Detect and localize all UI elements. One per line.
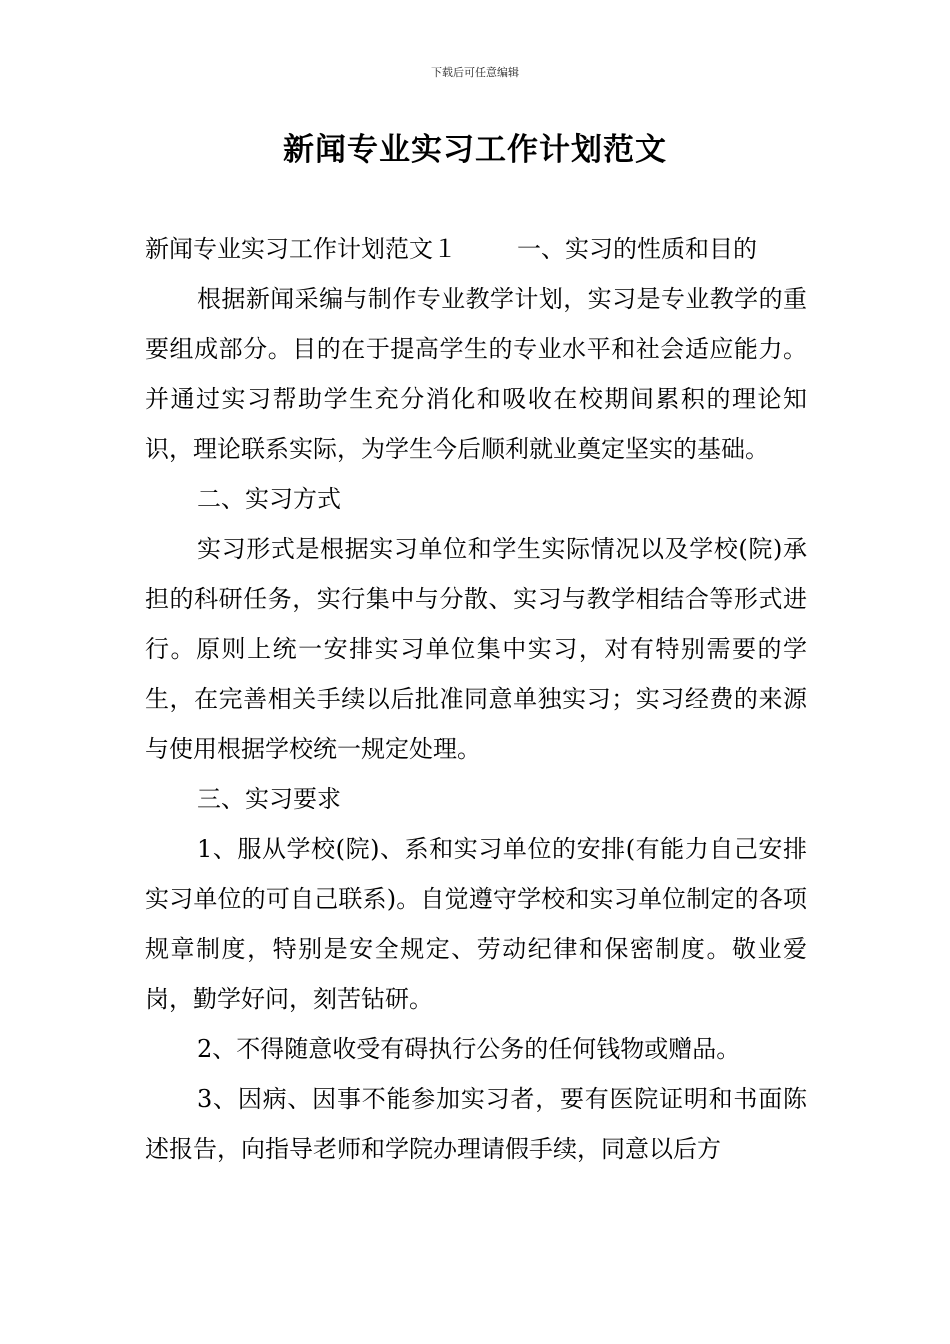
section-heading-1: 一、实习的性质和目的 bbox=[517, 235, 757, 263]
section-heading-3: 三、实习要求 bbox=[197, 785, 341, 813]
requirement-item-2: 2、不得随意收受有碍执行公务的任何钱物或赠品。 bbox=[197, 1035, 741, 1063]
intro-line bbox=[145, 224, 807, 274]
header-note: 下载后可任意编辑 bbox=[431, 66, 519, 79]
document-label: 新闻专业实习工作计划范文１ bbox=[145, 235, 457, 263]
section-heading-2: 二、实习方式 bbox=[197, 485, 341, 513]
page-title: 新闻专业实习工作计划范文 bbox=[283, 132, 667, 168]
requirement-item-1: 1、服从学校(院)、系和实习单位的安排(有能力自己安排实习单位的可自己联系)。自觉遵守学校和实习单位制定的各项规章制度，特别是安全规定、劳动纪律和保密制度。敬业爱岗，勤学好问，刻苦钻研。 bbox=[145, 835, 807, 1013]
paragraph-method: 实习形式是根据实习单位和学生实际情况以及学校(院)承担的科研任务，实行集中与分散、实习与教学相结合等形式进行。原则上统一安排实习单位集中实习，对有特别需要的学生，在完善相关手续以后批准同意单独实习；实习经费的来源与使用根据学校统一规定处理。 bbox=[145, 535, 807, 763]
paragraph-purpose: 根据新闻采编与制作专业教学计划，实习是专业教学的重要组成部分。目的在于提高学生的专业水平和社会适应能力。并通过实习帮助学生充分消化和吸收在校期间累积的理论知识，理论联系实际，为学生今后顺利就业奠定坚实的基础。 bbox=[145, 285, 807, 463]
document-body bbox=[145, 224, 807, 1174]
requirement-item-3: 3、因病、因事不能参加实习者，要有医院证明和书面陈述报告，向指导老师和学院办理请假手续，同意以后方 bbox=[145, 1085, 807, 1163]
